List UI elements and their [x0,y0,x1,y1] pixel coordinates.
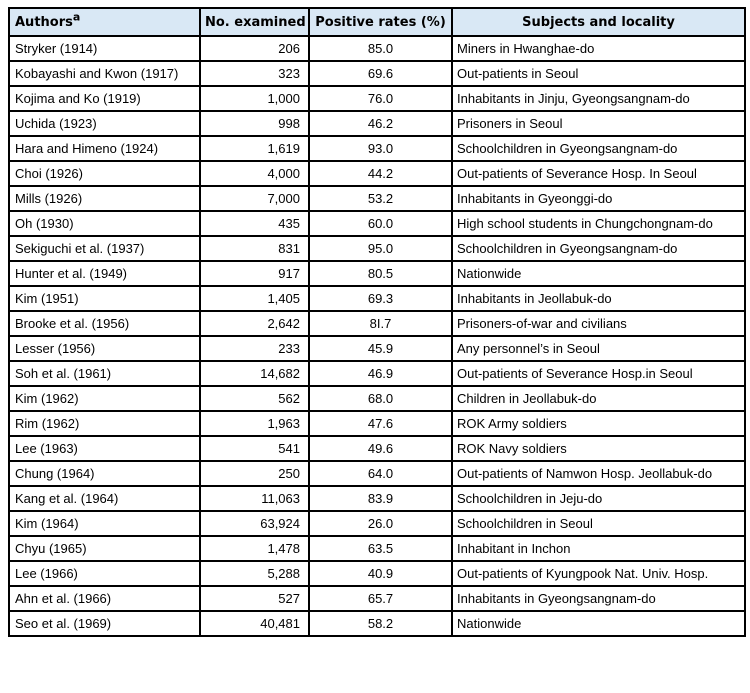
subject-cell: Out-patients of Kyungpook Nat. Univ. Hosp. [452,561,745,586]
rate-cell: 69.6 [309,61,452,86]
rate-cell: 80.5 [309,261,452,286]
table-row [9,261,745,286]
author-cell: Hara and Himeno (1924) [9,136,200,161]
table-row [9,236,745,261]
examined-cell: 1,405 [200,286,309,311]
table-row [9,411,745,436]
table-row [9,286,745,311]
subject-cell: Inhabitants in Gyeongsangnam-do [452,586,745,611]
author-cell: Seo et al. (1969) [9,611,200,636]
rate-cell: 8I.7 [309,311,452,336]
examined-cell: 831 [200,236,309,261]
examined-cell: 2,642 [200,311,309,336]
col-header-positive-rates: Positive rates (%) [309,8,452,36]
author-cell: Hunter et al. (1949) [9,261,200,286]
examined-cell: 1,619 [200,136,309,161]
table-row [9,161,745,186]
examined-cell: 1,478 [200,536,309,561]
author-cell: Sekiguchi et al. (1937) [9,236,200,261]
subject-cell: High school students in Chungchongnam-do [452,211,745,236]
author-cell: Lee (1966) [9,561,200,586]
examined-cell: 1,000 [200,86,309,111]
examined-cell: 562 [200,386,309,411]
author-cell: Stryker (1914) [9,36,200,61]
examined-cell: 541 [200,436,309,461]
subject-cell: Inhabitants in Jeollabuk-do [452,286,745,311]
col-header-subjects-locality: Subjects and locality [452,8,745,36]
examined-cell: 917 [200,261,309,286]
subject-cell: Inhabitant in Inchon [452,536,745,561]
subject-cell: Prisoners in Seoul [452,111,745,136]
rate-cell: 60.0 [309,211,452,236]
examined-cell: 233 [200,336,309,361]
subject-cell: Out-patients of Severance Hosp.in Seoul [452,361,745,386]
author-cell: Brooke et al. (1956) [9,311,200,336]
header-row [9,8,745,36]
examined-cell: 998 [200,111,309,136]
author-cell: Kobayashi and Kwon (1917) [9,61,200,86]
subject-cell: Any personnel’s in Seoul [452,336,745,361]
subject-cell: Schoolchildren in Gyeongsangnam-do [452,136,745,161]
author-cell: Chyu (1965) [9,536,200,561]
subject-cell: Schoolchildren in Jeju-do [452,486,745,511]
author-cell: Rim (1962) [9,411,200,436]
author-cell: Kojima and Ko (1919) [9,86,200,111]
rate-cell: 68.0 [309,386,452,411]
examined-cell: 40,481 [200,611,309,636]
table-header [9,8,745,36]
authors-footnote-marker: a [72,10,81,24]
rate-cell: 76.0 [309,86,452,111]
author-cell: Mills (1926) [9,186,200,211]
subject-cell: Nationwide [452,611,745,636]
author-cell: Lee (1963) [9,436,200,461]
author-cell: Lesser (1956) [9,336,200,361]
table-row [9,486,745,511]
examined-cell: 5,288 [200,561,309,586]
rate-cell: 26.0 [309,511,452,536]
examined-cell: 7,000 [200,186,309,211]
subject-cell: ROK Navy soldiers [452,436,745,461]
examined-cell: 527 [200,586,309,611]
examined-cell: 206 [200,36,309,61]
rate-cell: 46.2 [309,111,452,136]
subject-cell: Prisoners-of-war and civilians [452,311,745,336]
examined-cell: 4,000 [200,161,309,186]
rate-cell: 93.0 [309,136,452,161]
rate-cell: 64.0 [309,461,452,486]
rate-cell: 65.7 [309,586,452,611]
table-row [9,561,745,586]
rate-cell: 58.2 [309,611,452,636]
table-row [9,111,745,136]
author-cell: Kim (1964) [9,511,200,536]
subject-cell: ROK Army soldiers [452,411,745,436]
table-row [9,186,745,211]
col-header-authors-label: Authors [15,14,73,30]
table-row [9,586,745,611]
examined-cell: 11,063 [200,486,309,511]
subject-cell: Out-patients of Namwon Hosp. Jeollabuk-do [452,461,745,486]
author-cell: Chung (1964) [9,461,200,486]
col-header-authors [9,8,200,36]
rate-cell: 83.9 [309,486,452,511]
subject-cell: Out-patients in Seoul [452,61,745,86]
rate-cell: 85.0 [309,36,452,61]
subject-cell: Miners in Hwanghae-do [452,36,745,61]
author-cell: Kim (1962) [9,386,200,411]
subject-cell: Schoolchildren in Gyeongsangnam-do [452,236,745,261]
col-header-no-examined: No. examined [200,8,309,36]
author-cell: Kang et al. (1964) [9,486,200,511]
table-row [9,611,745,636]
examined-cell: 435 [200,211,309,236]
rate-cell: 53.2 [309,186,452,211]
table-row [9,136,745,161]
author-cell: Ahn et al. (1966) [9,586,200,611]
table-row [9,311,745,336]
table-row [9,436,745,461]
examined-cell: 323 [200,61,309,86]
author-cell: Oh (1930) [9,211,200,236]
table-row [9,361,745,386]
subject-cell: Schoolchildren in Seoul [452,511,745,536]
author-cell: Kim (1951) [9,286,200,311]
author-cell: Choi (1926) [9,161,200,186]
author-cell: Uchida (1923) [9,111,200,136]
table-row [9,86,745,111]
examined-cell: 1,963 [200,411,309,436]
author-cell: Soh et al. (1961) [9,361,200,386]
table-row [9,386,745,411]
table-row [9,211,745,236]
table-row [9,461,745,486]
subject-cell: Children in Jeollabuk-do [452,386,745,411]
rate-cell: 44.2 [309,161,452,186]
positive-rates-table [8,7,746,637]
table-body [9,36,745,636]
examined-cell: 14,682 [200,361,309,386]
table-row [9,61,745,86]
rate-cell: 45.9 [309,336,452,361]
table-row [9,536,745,561]
rate-cell: 47.6 [309,411,452,436]
rate-cell: 95.0 [309,236,452,261]
rate-cell: 63.5 [309,536,452,561]
rate-cell: 46.9 [309,361,452,386]
table-row [9,511,745,536]
subject-cell: Out-patients of Severance Hosp. In Seoul [452,161,745,186]
rate-cell: 40.9 [309,561,452,586]
examined-cell: 63,924 [200,511,309,536]
subject-cell: Inhabitants in Jinju, Gyeongsangnam-do [452,86,745,111]
rate-cell: 49.6 [309,436,452,461]
examined-cell: 250 [200,461,309,486]
subject-cell: Nationwide [452,261,745,286]
table-row [9,336,745,361]
subject-cell: Inhabitants in Gyeonggi-do [452,186,745,211]
table-row [9,36,745,61]
rate-cell: 69.3 [309,286,452,311]
